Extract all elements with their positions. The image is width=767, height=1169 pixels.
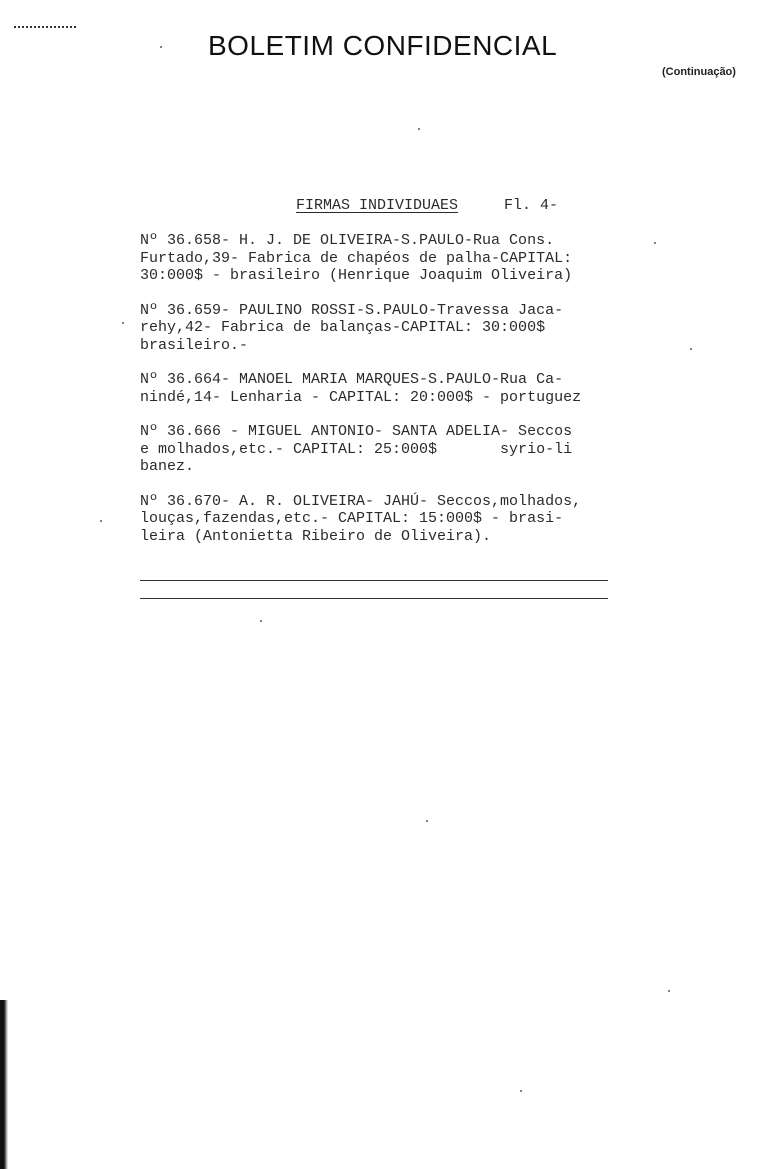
paper-speck: [654, 242, 656, 244]
entry-line: Nº 36.664- MANOEL MARIA MARQUES-S.PAULO-Rua Ca-: [140, 371, 564, 388]
closing-rule: [140, 580, 608, 581]
entry-line: leira (Antonietta Ribeiro de Oliveira).: [140, 527, 492, 545]
entry-36666: [140, 423, 620, 476]
entry-line: Nº 36.658- H. J. DE OLIVEIRA-S.PAULO-Rua Cons.: [140, 232, 555, 249]
entry-line: 30:000$ - brasileiro (Henrique Joaquim Oliveira): [140, 267, 573, 284]
paper-speck: [122, 322, 124, 324]
section-heading: FIRMAS INDIVIDUAES: [296, 197, 459, 214]
closing-rule: [140, 598, 608, 599]
paper-speck: [100, 520, 102, 522]
paper-speck: [418, 128, 420, 130]
entry-36664: [140, 371, 620, 406]
paper-speck: [426, 820, 428, 822]
entry-line: rehy,42- Fabrica de balanças-CAPITAL: 30:000$: [140, 319, 546, 336]
entry-line: Nº 36.666 - MIGUEL ANTONIO- SANTA ADELIA- Seccos: [140, 423, 573, 440]
entry-36658: [140, 232, 620, 285]
paper-speck: [160, 46, 162, 48]
paper-speck: [520, 1090, 522, 1092]
section-header: [296, 197, 558, 214]
entry-line: Nº 36.659- PAULINO ROSSI-S.PAULO-Travessa Jaca-: [140, 301, 564, 319]
entry-line: Furtado,39- Fabrica de chapéos de palha-CAPITAL:: [140, 249, 573, 267]
paper-speck: [668, 990, 670, 992]
entry-36659: [140, 302, 620, 355]
entry-line: brasileiro.-: [140, 336, 249, 354]
entry-line: louças,fazendas,etc.- CAPITAL: 15:000$ - brasi-: [140, 510, 564, 527]
entries-list: [140, 232, 620, 562]
sheet-number: Fl. 4-: [504, 197, 559, 214]
entry-line: e molhados,etc.- CAPITAL: 25:000$ syrio-li: [140, 440, 573, 458]
paper-speck: [260, 620, 262, 622]
entry-line: Nº 36.670- A. R. OLIVEIRA- JAHÚ- Seccos,molhados,: [140, 492, 582, 510]
entry-36670: [140, 493, 620, 546]
document-title: BOLETIM CONFIDENCIAL: [208, 30, 558, 61]
margin-ink-mark: [0, 1000, 8, 1169]
corner-ink-mark: [14, 26, 76, 34]
paper-speck: [690, 348, 692, 350]
entry-line: banez.: [140, 458, 195, 475]
continuation-label: (Continuação): [662, 66, 736, 78]
entry-line: nindé,14- Lenharia - CAPITAL: 20:000$ - portuguez: [140, 388, 582, 406]
